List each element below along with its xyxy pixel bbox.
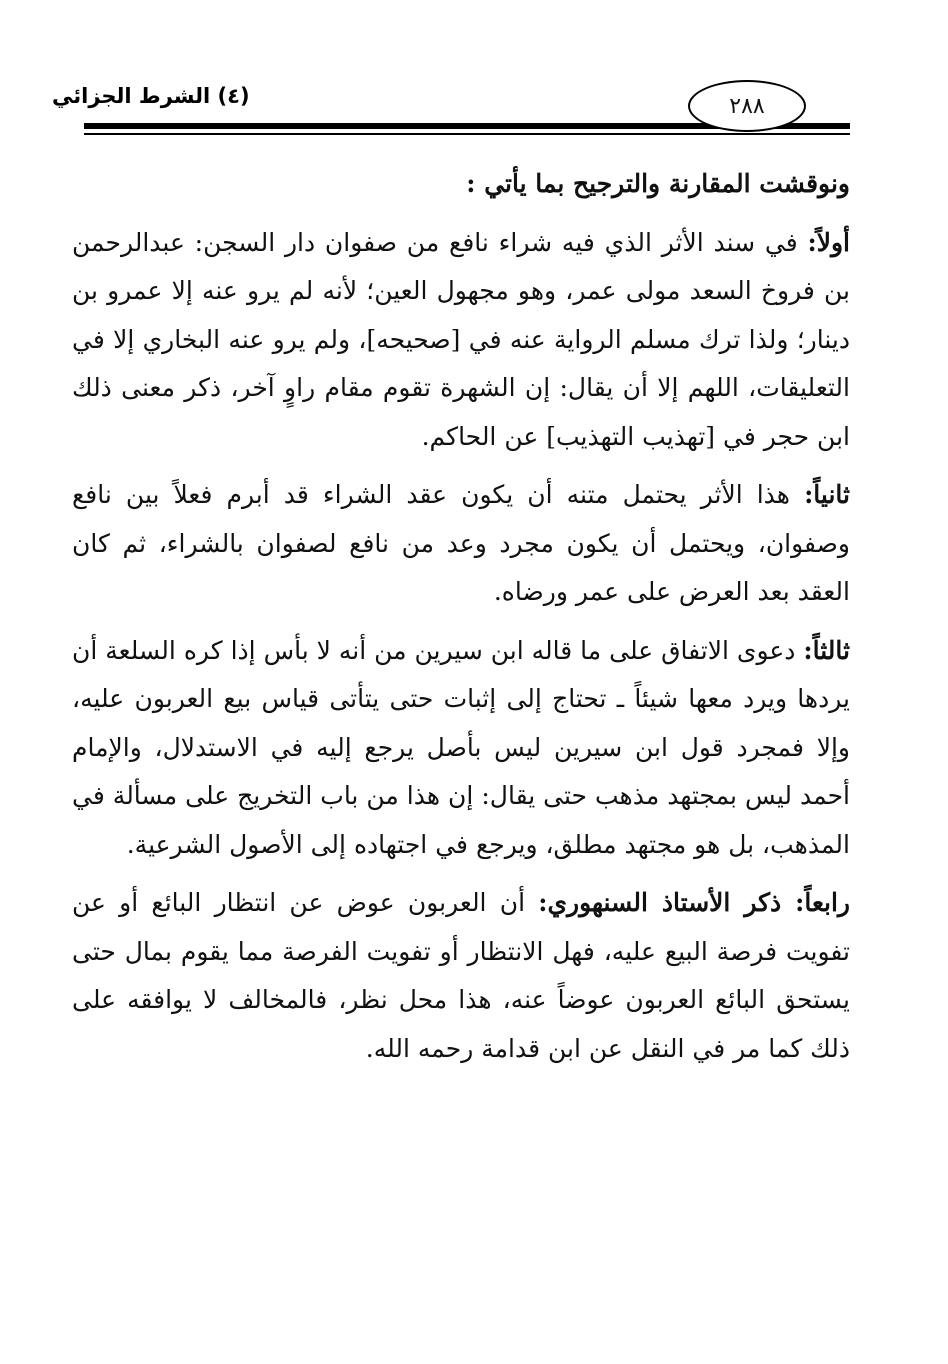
- page-header: [0, 0, 948, 145]
- paragraph-first-lead: أولاً:: [807, 227, 850, 257]
- paragraph-fourth: [72, 879, 850, 1073]
- page-number-oval: [688, 80, 806, 132]
- paragraph-first-text: في سند الأثر الذي فيه شراء نافع من صفوان دار السجن: عبدالرحمن بن فروخ السعد مولى عمر، وهو مجهول العين؛ لأنه لم يرو عنه إلا عمرو بن دينار؛ ولذا ترك مسلم الرواية عنه في [صحيحه]، ولم يرو عنه البخاري إلا في التعليقات، اللهم إلا أن يقال: إن الشهرة تقوم مقام راوٍ آخر، ذكر معنى ذلك ابن حجر في [تهذيب التهذيب] عن الحاكم.: [72, 227, 850, 451]
- paragraph-fourth-lead: رابعاً: ذكر الأستاذ السنهوري:: [538, 888, 851, 917]
- paragraph-fourth-text: أن العربون عوض عن انتظار البائع أو عن تفويت فرصة البيع عليه، فهل الانتظار أو تفويت الفرصة مما يقوم بمال حتى يستحق البائع العربون عوضاً عنه، هذا محل نظر، فالمخالف لا يوافقه على ذلك كما مر في النقل عن ابن قدامة رحمه الله.: [72, 888, 850, 1063]
- paragraph-second-lead: ثانياً:: [804, 480, 850, 509]
- paragraph-second: [72, 471, 850, 617]
- paragraph-second-text: هذا الأثر يحتمل متنه أن يكون عقد الشراء قد أبرم فعلاً بين نافع وصفوان، ويحتمل أن يكون مجرد وعد من نافع لصفوان بالشراء، ثم كان العقد بعد العرض على عمر ورضاه.: [72, 480, 850, 606]
- paragraph-third-text: دعوى الاتفاق على ما قاله ابن سيرين من أنه لا بأس إذا كره السلعة أن يردها ويرد معها شيئاً ـ تحتاج إلى إثبات حتى يتأتى قياس بيع العربون عليه، وإلا فمجرد قول ابن سيرين ليس بأصل يرجع إليه في الاستدلال، والإمام أحمد ليس بمجتهد مذهب حتى يقال: إن هذا من باب التخريج على مسألة في المذهب، بل هو مجتهد مطلق، ويرجع في اجتهاده إلى الأصول الشرعية.: [72, 635, 850, 859]
- paragraph-third: [72, 627, 850, 870]
- paragraph-first: [72, 219, 850, 462]
- page-number: ٢٨٨: [729, 93, 765, 119]
- main-text: [72, 160, 850, 1240]
- running-title: (٤) الشرط الجزائي: [52, 84, 250, 108]
- header-rule-thin: [84, 133, 850, 135]
- paragraph-third-lead: ثالثاً:: [803, 635, 850, 665]
- intro-line: ونوقشت المقارنة والترجيح بما يأتي :: [466, 169, 850, 198]
